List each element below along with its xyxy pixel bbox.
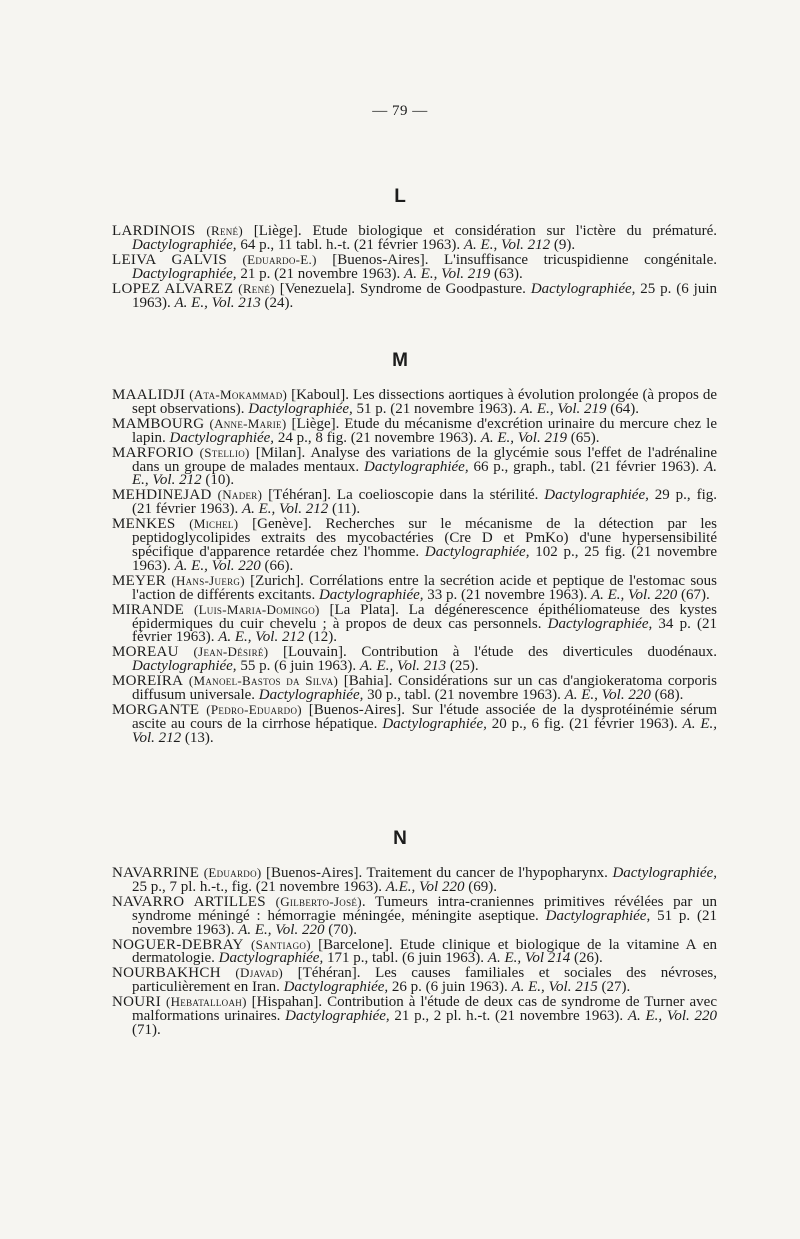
place: [Téhéran]. — [262, 487, 337, 504]
publication-details: 55 p. (6 juin 1963). — [236, 658, 360, 675]
archive-reference: A. E., Vol. 213 — [174, 294, 261, 311]
publication-details: 21 p., 2 pl. h.-t. (21 novembre 1963). — [389, 1008, 628, 1025]
author-surname: LEIVA GALVIS — [112, 251, 227, 268]
author-given-name: (Gilberto-José) — [275, 893, 362, 909]
entry-number: (12). — [304, 629, 337, 646]
publication-details: 20 p., 6 fig. (21 février 1963). — [486, 715, 683, 732]
place: [Genève]. — [238, 516, 326, 533]
author-given-name: (Manoel-Bastos da Silva) — [188, 673, 339, 689]
thesis-title: Etude biologique et considération sur l'ictère du prématuré. — [312, 223, 717, 239]
author-given-name: (Anne-Marie) — [209, 415, 287, 431]
publication-type: Dactylographiée, — [258, 687, 364, 704]
entry-number: (10). — [201, 472, 235, 489]
publication-type: Dactylographiée, — [364, 458, 469, 475]
place: [Liège]. — [242, 223, 313, 239]
author-given-name: (René) — [238, 280, 275, 296]
author-given-name: (Pedro-Eduardo) — [206, 701, 302, 717]
author-given-name: (Stellio) — [199, 444, 250, 460]
author-given-name: (René) — [206, 223, 243, 238]
section-letter: N — [393, 828, 407, 849]
author-surname: NOURI — [112, 994, 161, 1011]
archive-reference: A. E., Vol. 215 — [511, 979, 598, 996]
place: [Liège]. — [286, 415, 345, 432]
thesis-title: Traitement du cancer de l'hypopharynx. — [366, 865, 613, 881]
publication-details: 30 p., tabl. (21 novembre 1963). — [363, 687, 565, 704]
publication-details: 26 p. (6 juin 1963). — [388, 979, 512, 996]
publication-type: Dactylographiée, — [285, 1008, 390, 1025]
author-surname: LOPEZ ALVAREZ — [112, 280, 234, 297]
place: [La Plata]. — [319, 601, 409, 618]
entry-number: (11). — [328, 501, 361, 518]
publication-details: 64 p., 11 tabl. h.-t. (21 février 1963). — [236, 236, 464, 253]
author-given-name: (Ata-Mokammad) — [189, 387, 288, 402]
place: [Barcelone]. — [310, 936, 400, 953]
place: [Buenos-Aires]. — [261, 865, 367, 881]
section-n — [0, 828, 800, 1038]
author-surname: MAMBOURG — [112, 415, 205, 432]
bibliography-entry — [112, 417, 717, 446]
archive-reference: A. E., Vol. 220 — [590, 586, 678, 603]
thesis-title: Considérations sur un cas d'angiokeratoma corporis diffusum universale. — [132, 673, 718, 704]
publication-details: 102 p., 25 fig. (21 novembre 1963). — [132, 543, 717, 574]
entry-number: (65). — [566, 429, 600, 446]
place: [Téhéran]. — [283, 965, 376, 982]
author-given-name: (Eduardo) — [203, 865, 262, 880]
thesis-title: Contribution à l'étude des diverticules duodénaux. — [361, 644, 718, 661]
author-given-name: (Nader) — [217, 487, 263, 503]
publication-type: Dactylographiée, — [248, 400, 353, 417]
author-given-name: (Jean-Désiré) — [193, 644, 269, 660]
thesis-title: Les causes familiales et sociales des névroses, particulièrement en Iran. — [132, 965, 717, 996]
publication-details: 34 p. (21 février 1963). — [132, 615, 717, 646]
author-surname: MEYER — [112, 572, 166, 589]
entry-number: (69). — [464, 878, 497, 895]
place: [Milan]. — [249, 444, 311, 461]
bibliography-entry — [112, 446, 717, 489]
publication-type: Dactylographiée, — [612, 865, 717, 881]
publication-details: 171 p., tabl. (6 juin 1963). — [323, 950, 488, 967]
author-given-name: (Michel) — [189, 516, 239, 532]
author-surname: NAVARRO ARTILLES — [112, 893, 266, 910]
author-surname: MIRANDE — [112, 601, 185, 618]
bibliography-entry — [112, 895, 717, 938]
publication-type: Dactylographiée, — [318, 586, 424, 603]
publication-details: 66 p., graph., tabl. (21 février 1963). — [468, 458, 705, 475]
entry-number: (13). — [181, 729, 214, 746]
archive-reference: A. E., Vol. 212 — [132, 458, 717, 489]
author-surname: NOGUER-DEBRAY — [112, 936, 244, 953]
thesis-title: Tumeurs intra-craniennes primitives révélées par un syndrome méningé : hémorragie méningée, méningite aseptique. — [132, 893, 718, 924]
bibliography-entry — [112, 253, 717, 282]
author-surname: MAALIDJI — [112, 387, 186, 403]
author-surname: LARDINOIS — [112, 223, 196, 239]
archive-reference: A. E., Vol. 220 — [238, 921, 325, 938]
archive-reference: A. E., Vol. 220 — [627, 1008, 717, 1025]
publication-details: 25 p., 7 pl. h.-t., fig. (21 novembre 1963). — [132, 878, 386, 895]
archive-reference: A. E., Vol. 212 — [218, 629, 305, 646]
author-surname: MOREAU — [112, 644, 179, 661]
publication-type: Dactylographiée, — [424, 543, 530, 560]
entry-list — [0, 388, 800, 746]
thesis-title: La dégénerescence épithéliomateuse des kystes épidermiques du cuir chevelu ; à propos de deux cas personnels. — [132, 601, 718, 632]
thesis-title: Sur l'étude associée de la dysprotéinémie sérum ascite au cours de la cirrhose hépatique. — [132, 701, 717, 732]
publication-type: Dactylographiée, — [544, 487, 649, 504]
place: [Louvain]. — [268, 644, 362, 661]
publication-type: Dactylographiée, — [132, 658, 237, 675]
place: [Venezuela]. — [274, 280, 360, 297]
entry-number: (24). — [260, 294, 294, 311]
thesis-title: Corrélations entre la secrétion acide et peptique de l'estomac sous l'action de différents excitants. — [132, 572, 718, 603]
author-surname: NOURBAKHCH — [112, 965, 221, 982]
thesis-title: Recherches sur le mécanisme de la détection par les peptidoglycolipides extraits des mycobactéries (Cre D et PmKo) d'une hypersensibilité spécifique d'apparence retardée chez l'homme. — [132, 516, 718, 560]
section-letter: M — [392, 350, 408, 371]
archive-reference: A. E., Vol. 220 — [174, 557, 261, 574]
thesis-title: Contribution à l'étude de deux cas de syndrome de Turner avec malformations urinaires. — [132, 994, 717, 1025]
archive-reference: A. E., Vol. 212 — [241, 501, 329, 518]
entry-number: (68). — [650, 687, 684, 704]
archive-reference: A. E., Vol. 212 — [132, 715, 718, 746]
publication-details: 21 p. (21 novembre 1963). — [236, 265, 405, 282]
bibliography-entry — [112, 488, 717, 517]
author-surname: MORGANTE — [112, 701, 200, 718]
entry-number: (67). — [677, 586, 710, 603]
thesis-title: Analyse des variations de la glycémie sous l'effet de l'adrénaline dans un groupe de malades mentaux. — [132, 444, 718, 475]
bibliography-entry — [112, 703, 717, 746]
publication-type: Dactylographiée, — [283, 979, 389, 996]
bibliography-entry — [112, 645, 717, 674]
archive-reference: A. E., Vol 214 — [487, 950, 571, 967]
thesis-title: Etude du mécanisme d'excrétion urinaire du mercure chez le lapin. — [132, 415, 717, 446]
entry-number: (25). — [446, 658, 479, 675]
bibliography-entry — [112, 674, 717, 703]
bibliography-entry — [112, 603, 717, 646]
author-given-name: (Luis-Maria-Domingo) — [193, 601, 320, 617]
bibliography-entry — [112, 388, 717, 417]
bibliography-entry — [112, 224, 717, 253]
place: [Kaboul]. — [287, 387, 353, 403]
entry-number: (9). — [550, 236, 576, 253]
bibliography-entry — [112, 574, 717, 603]
publication-details: 29 p., fig. (21 février 1963). — [132, 487, 717, 518]
thesis-title: La coelioscopie dans la stérilité. — [336, 487, 545, 504]
entry-list — [0, 866, 800, 1038]
publication-type: Dactylographiée, — [169, 429, 275, 446]
place: [Zurich]. — [244, 572, 310, 589]
thesis-title: Etude clinique et biologique de la vitamine A en dermatologie. — [132, 936, 717, 967]
publication-type: Dactylographiée, — [132, 265, 237, 282]
publication-type: Dactylographiée, — [132, 236, 237, 253]
publication-details: 51 p. (21 novembre 1963). — [352, 400, 521, 417]
publication-type: Dactylographiée, — [382, 715, 487, 732]
bibliography-entry — [112, 995, 717, 1038]
bibliography-entry — [112, 517, 717, 574]
place: [Hispahan]. — [246, 994, 328, 1011]
thesis-title: Syndrome de Goodpasture. — [359, 280, 531, 297]
page-number: — 79 — — [372, 103, 428, 119]
author-given-name: (Djavad) — [235, 965, 284, 981]
publication-details: 33 p. (21 novembre 1963). — [423, 586, 591, 603]
thesis-title: L'insuffisance tricuspidienne congénitale. — [444, 251, 717, 268]
entry-number: (27). — [597, 979, 631, 996]
publication-details: 24 p., 8 fig. (21 novembre 1963). — [274, 429, 481, 446]
bibliography-entry — [112, 866, 717, 895]
entry-number: (63). — [490, 265, 523, 282]
archive-reference: A. E., Vol. 213 — [359, 658, 447, 675]
archive-reference: A. E., Vol. 219 — [480, 429, 567, 446]
entry-number: (66). — [260, 557, 294, 574]
place: [Buenos-Aires]. — [301, 701, 412, 718]
entry-number: (64). — [606, 400, 640, 417]
bibliography-entry — [112, 282, 717, 311]
author-surname: MEHDINEJAD — [112, 487, 212, 504]
section-l — [0, 186, 800, 310]
author-given-name: (Hebatalloah) — [165, 994, 247, 1010]
archive-reference: A. E., Vol. 219 — [520, 400, 607, 417]
publication-details: 51 p. (21 novembre 1963). — [132, 907, 718, 938]
archive-reference: A. E., Vol. 219 — [404, 265, 491, 282]
archive-reference: A.E., Vol 220 — [385, 878, 465, 895]
archive-reference: A. E., Vol. 212 — [463, 236, 551, 253]
section-letter: L — [394, 186, 406, 207]
bibliography-entry — [112, 966, 717, 995]
author-surname: MENKES — [112, 516, 176, 533]
author-given-name: (Eduardo-E.) — [242, 251, 317, 267]
place: . — [361, 893, 376, 910]
publication-type: Dactylographiée, — [530, 280, 636, 297]
author-surname: MOREIRA — [112, 673, 184, 690]
place: [Bahia]. — [338, 673, 399, 690]
author-surname: NAVARRINE — [112, 865, 200, 881]
author-given-name: (Santiago) — [250, 936, 311, 952]
author-surname: MARFORIO — [112, 444, 194, 461]
entry-number: (71). — [132, 1021, 161, 1038]
bibliography-entry — [112, 938, 717, 967]
publication-type: Dactylographiée, — [545, 907, 651, 924]
entry-list — [0, 224, 800, 310]
publication-type: Dactylographiée, — [547, 615, 653, 632]
publication-details: 25 p. (6 juin 1963). — [132, 280, 717, 311]
place: [Buenos-Aires]. — [316, 251, 445, 268]
section-m — [0, 350, 800, 746]
thesis-title: Les dissections aortiques à évolution prolongée (à propos de sept observations). — [132, 387, 717, 417]
archive-reference: A. E., Vol. 220 — [564, 687, 651, 704]
publication-type: Dactylographiée, — [218, 950, 324, 967]
author-given-name: (Hans-Juerg) — [171, 572, 245, 588]
entry-number: (70). — [324, 921, 357, 938]
entry-number: (26). — [570, 950, 603, 967]
